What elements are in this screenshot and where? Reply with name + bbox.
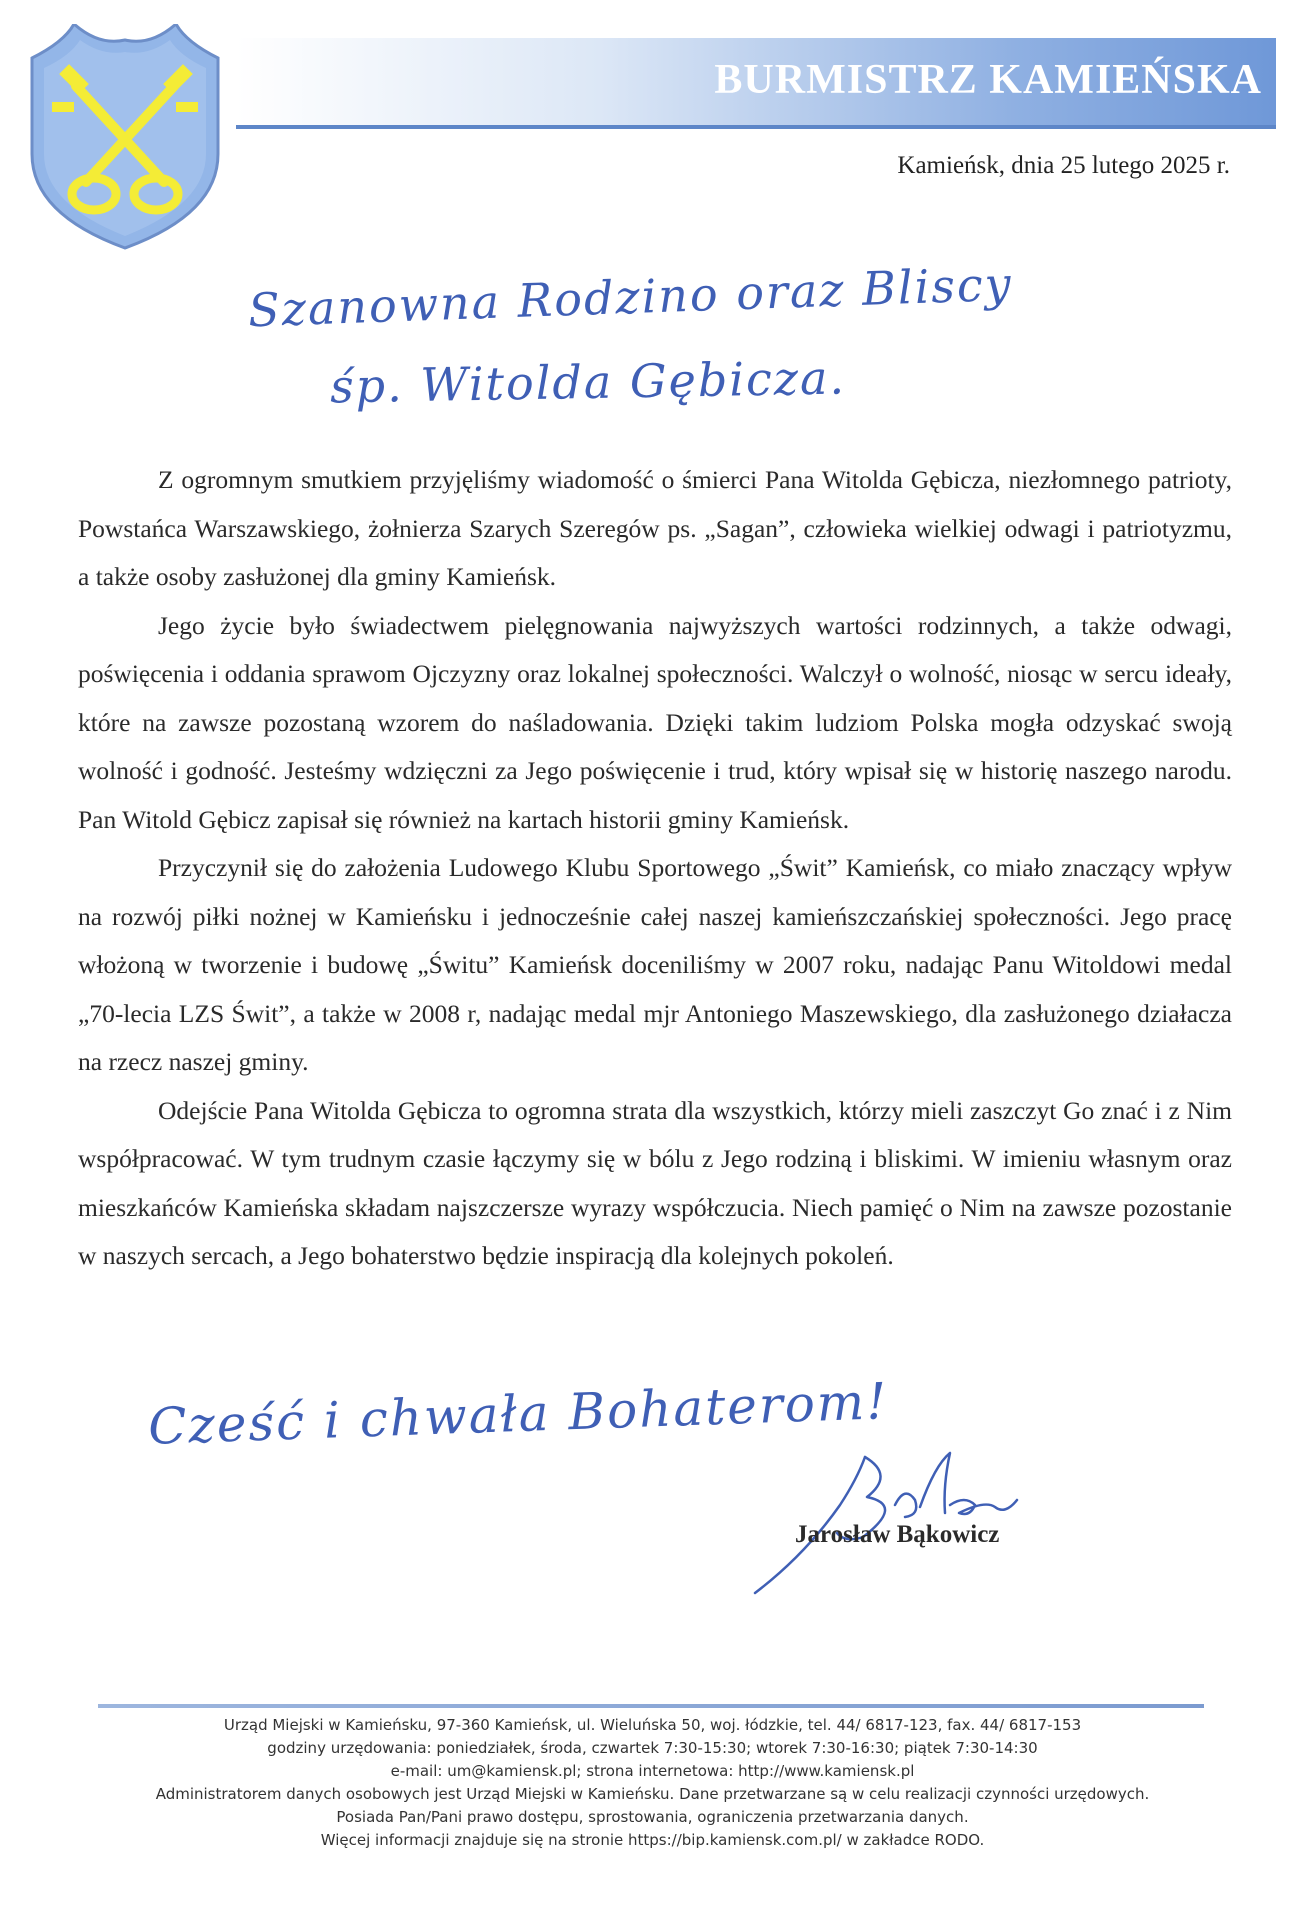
- letter-footer: [60, 1714, 1245, 1852]
- footer-line: Więcej informacji znajduje się na stronie https://bip.kamiensk.com.pl/ w zakładce RODO.: [320, 1831, 985, 1849]
- letterhead-title: BURMISTRZ KAMIEŃSKA: [714, 57, 1262, 103]
- footer-line: Posiada Pan/Pani prawo dostępu, sprostowania, ograniczenia przetwarzania danych.: [336, 1808, 969, 1826]
- handwritten-closing: Cześć i chwała Bohaterom!: [147, 1372, 890, 1456]
- footer-line: Administratorem danych osobowych jest Urząd Miejski w Kamieńsku. Dane przetwarzane są w celu realizacji czynności urzędowych.: [155, 1785, 1150, 1803]
- coat-of-arms-icon: [14, 24, 236, 250]
- body-paragraph: Odejście Pana Witolda Gębicza to ogromna strata dla wszystkich, którzy mieli zaszczyt Go znać i z Nim współpracować. W tym trudnym czasie łączymy się w bólu z Jego rodziną i bliskimi. W imieniu własnym oraz mieszkańców Kamieńska składam najszczersze wyrazy współczucia. Niech pamięć o Nim na zawsze pozostanie w naszych sercach, a Jego bohaterstwo będzie inspiracją dla kolejnych pokoleń.: [78, 1095, 1232, 1270]
- body-paragraph: Jego życie było świadectwem pielęgnowania najwyższych wartości rodzinnych, a także odwagi, poświęcenia i oddania sprawom Ojczyzny oraz lokalnej społeczności. Walczył o wolność, niosąc w sercu ideały, które na zawsze pozostaną wzorem do naśladowania. Dzięki takim ludziom Polska mogła odzyskać swoją wolność i godność. Jesteśmy wdzięczni za Jego poświęcenie i trud, który wpisał się w historię naszego narodu. Pan Witold Gębicz zapisał się również na kartach historii gminy Kamieńsk.: [78, 610, 1232, 834]
- letter-date: Kamieńsk, dnia 25 lutego 2025 r.: [897, 152, 1230, 179]
- handwritten-greeting-line-2: śp. Witolda Gębicza.: [329, 350, 847, 414]
- letterhead-bar: [236, 38, 1276, 129]
- footer-line: Urząd Miejski w Kamieńsku, 97-360 Kamieńsk, ul. Wieluńska 50, woj. łódzkie, tel. 44/ 6817-123, fax. 44/ 6817-153: [223, 1716, 1082, 1734]
- footer-line: godziny urzędowania: poniedziałek, środa, czwartek 7:30-15:30; wtorek 7:30-16:30; piątek 7:30-14:30: [267, 1739, 1038, 1757]
- handwritten-greeting-line-1: Szanowna Rodzino oraz Bliscy: [247, 256, 1014, 338]
- footer-line: e-mail: um@kamiensk.pl; strona internetowa: http://www.kamiensk.pl: [390, 1762, 915, 1780]
- body-paragraph: Przyczynił się do założenia Ludowego Klubu Sportowego „Świt” Kamieńsk, co miało znaczący wpływ na rozwój piłki nożnej w Kamieńsku i jednocześnie całej naszej kamieńszczańskiej społeczności. Jego pracę włożoną w tworzenie i budowę „Świtu” Kamieńsk doceniliśmy w 2007 roku, nadając Panu Witoldowi medal „70-lecia LZS Świt”, a także w 2008 r, nadając medal mjr Antoniego Maszewskiego, dla zasłużonego działacza na rzecz naszej gminy.: [78, 853, 1232, 1076]
- handwritten-signature: [745, 1445, 1055, 1595]
- signer-name: Jarosław Bąkowicz: [795, 1521, 1000, 1548]
- footer-divider: [98, 1704, 1204, 1708]
- letter-body: [78, 456, 1232, 1281]
- body-paragraph: Z ogromnym smutkiem przyjęliśmy wiadomość o śmierci Pana Witolda Gębicza, niezłomnego patrioty, Powstańca Warszawskiego, żołnierza Szarych Szeregów ps. „Sagan”, człowieka wielkiej odwagi i patriotyzmu, a także osoby zasłużonej dla gminy Kamieńsk.: [78, 465, 1232, 591]
